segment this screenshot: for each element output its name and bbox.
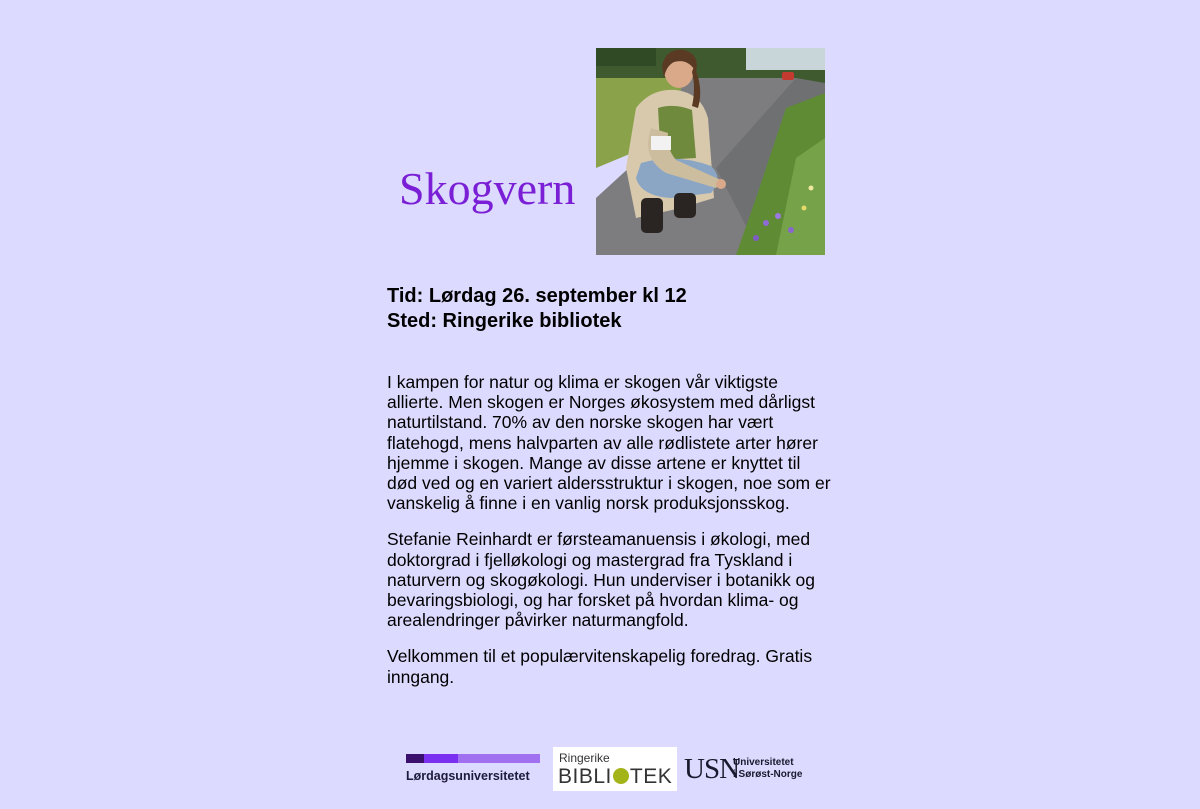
bibliotek-logo-big-text: BIBLI TEK [558,765,673,788]
event-description [387,372,832,703]
bibliotek-logo-small-text: Ringerike [559,751,610,765]
event-title: Skogvern [399,163,576,214]
bibliotek-dot-icon [613,768,629,784]
paragraph-intro: I kampen for natur og klima er skogen vår viktigste allierte. Men skogen er Norges økosystem med dårligst naturtilstand. 70% av den norske skogen har vært flatehogd, mens halvparten av alle rødlistete arter hører hjemme i skogen. Mange av disse artene er knyttet til død ved og en variert aldersstruktur i skogen, noe som er vanskelig å finne i en vanlig norsk produksjonsskog. [387,372,831,514]
lordagsuniversitetet-logo: Lørdagsuniversitetet [406,769,530,783]
event-place: Sted: Ringerike bibliotek [387,310,622,332]
paragraph-speaker: Stefanie Reinhardt er førsteamanuensis i økologi, med doktorgrad i fjelløkologi og mastergrad fra Tyskland i naturvern og skogøkologi. Hun underviser i botanikk og bevaringsbiologi, og har forsket på hvordan klima- og arealendringer påvirker naturmangfold. [387,529,816,631]
event-time: Tid: Lørdag 26. september kl 12 [387,285,687,307]
usn-logo-text: Universitetet i Sørøst-Norge [733,757,803,780]
paragraph-welcome: Velkommen til et populærvitenskapelig foredrag. Gratis inngang. [387,646,813,687]
usn-logo-mark: USN [684,753,740,785]
sponsor-logos [406,747,826,793]
speaker-photo [596,48,825,255]
ringerike-bibliotek-logo [553,747,677,791]
lordagsuniversitetet-logo-bar [406,754,540,763]
event-meta [387,284,687,334]
